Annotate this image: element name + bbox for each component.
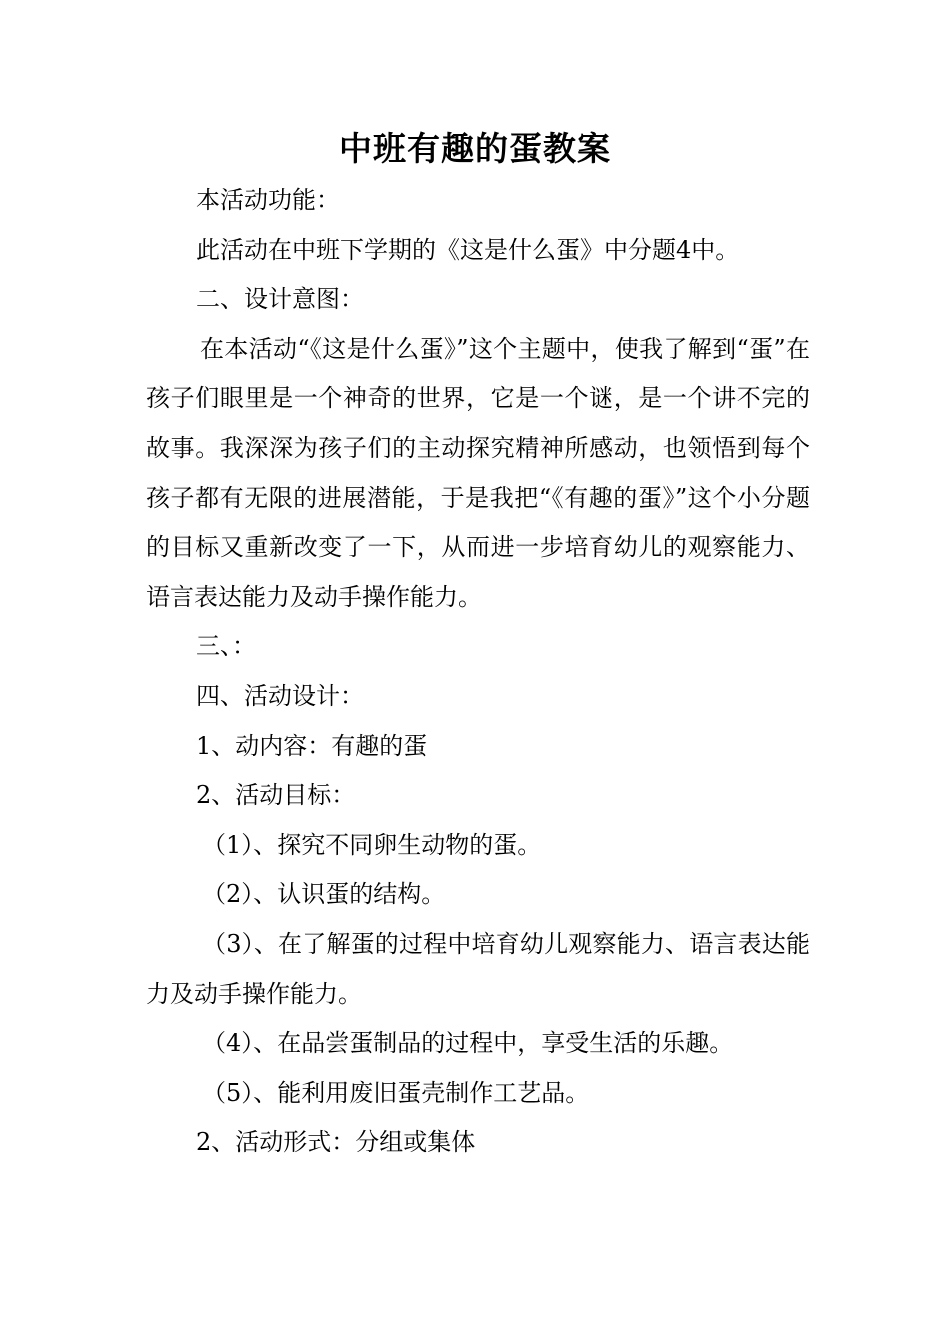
heading-activity-design: 四、活动设计： [196,681,364,710]
list-item-activity-goals: 2、活动目标： [196,781,356,810]
list-item-activity-content: 1、动内容：有趣的蛋 [196,731,428,760]
goal-item-3: （3）、在了解蛋的过程中培育幼儿观察能力、语言表达能力及动手操作能力。 [146,929,810,1008]
paragraph-activity-function: 本活动功能： [196,186,340,214]
goal-item-5: （5）、能利用废旧蛋壳制作工艺品。 [202,1078,590,1107]
goal-item-4: （4）、在品尝蛋制品的过程中，享受生活的乐趣。 [202,1029,734,1058]
document-title: 中班有趣的蛋教案 [339,129,611,168]
heading-section-three: 三、： [196,632,256,661]
document-body [146,176,810,1168]
goal-item-2: （2）、认识蛋的结构。 [202,880,446,909]
heading-design-intent: 二、设计意图： [196,285,364,314]
paragraph-activity-context: 此活动在中班下学期的《这是什么蛋》中分题4中。 [196,235,740,264]
list-item-activity-form: 2、活动形式：分组或集体 [196,1128,476,1157]
goal-item-1: （1）、探究不同卵生动物的蛋。 [202,830,542,859]
paragraph-design-intent: 在本活动“《这是什么蛋》”这个主题中，使我了解到“蛋”在孩子们眼里是一个神奇的世界，它是一个谜，是一个讲不完的故事。我深深为孩子们的主动探究精神所感动，也领悟到每个孩子都有无限的进展潜能，于是我把“《有趣的蛋》”这个小分题的目标又重新改变了一下，从而进一步培育幼儿的观察能力、语言表达能力及动手操作能力。 [146,334,810,611]
